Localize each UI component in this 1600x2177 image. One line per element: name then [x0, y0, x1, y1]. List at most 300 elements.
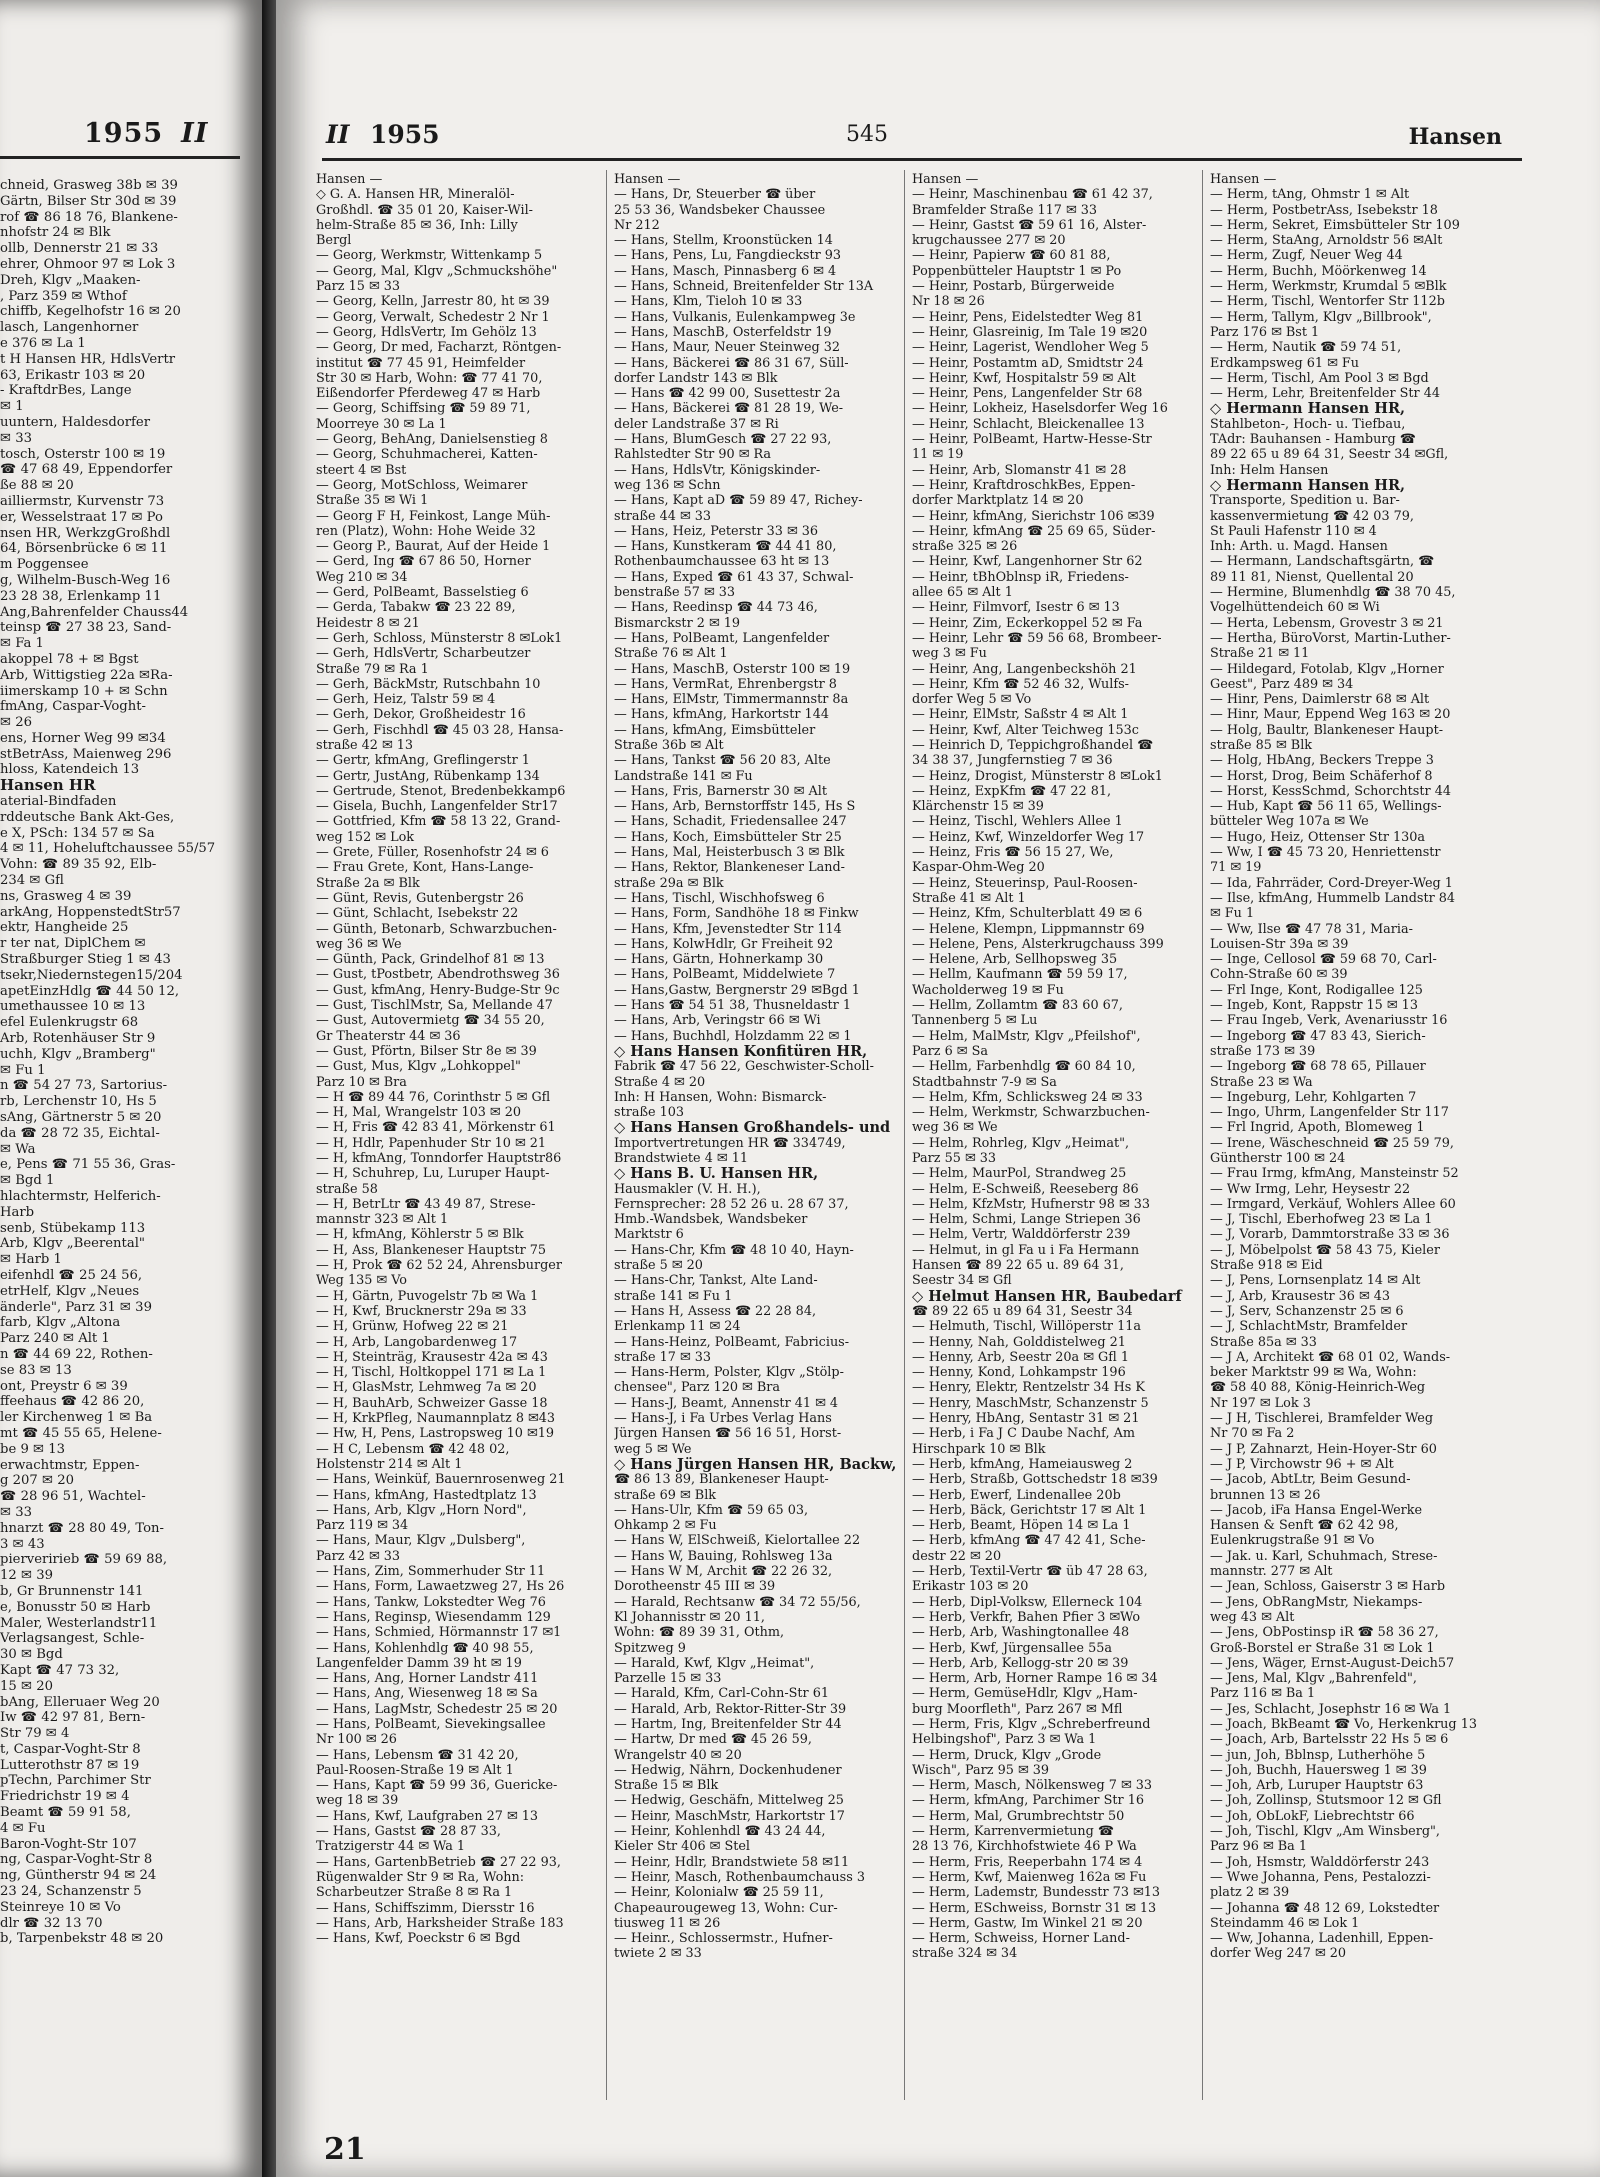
header-rule: [322, 158, 1522, 161]
directory-entry-line: — Hans, kfmAng, Eimsbütteler: [614, 722, 816, 738]
directory-entry-line: — Hans, Vulkanis, Eulenkampweg 3e: [614, 309, 856, 325]
directory-entry-line: , Parz 359 ✉ Wthof: [0, 288, 127, 304]
directory-entry-line: — H ☎ 89 44 76, Corinthstr 5 ✉ Gfl: [316, 1089, 551, 1105]
directory-entry-line: erwachtmstr, Eppen-: [0, 1457, 140, 1473]
directory-entry-line: — Heinz, Kfm, Schulterblatt 49 ✉ 6: [912, 906, 1143, 922]
directory-entry-line: — Helm, MaurPol, Strandweg 25: [912, 1166, 1127, 1182]
directory-entry-line: Paul-Roosen-Straße 19 ✉ Alt 1: [316, 1762, 514, 1778]
directory-entry-line: — Herm, Kwf, Maienweg 162a ✉ Fu: [912, 1869, 1147, 1885]
directory-entry-line: — Heinr, Zim, Eckerkoppel 52 ✉ Fa: [912, 615, 1143, 631]
directory-entry-line: — Henry, Elektr, Rentzelstr 34 Hs K: [912, 1380, 1145, 1396]
directory-entry-line: — Hans, Stellm, Kroonstücken 14: [614, 233, 833, 249]
directory-entry-line: — Irene, Wäscheschneid ☎ 25 59 79,: [1210, 1135, 1454, 1151]
directory-entry-line: ng, Caspar-Voght-Str 8: [0, 1852, 153, 1868]
directory-entry-line: ◇ Helmut Hansen HR, Baubedarf: [912, 1288, 1182, 1304]
directory-entry-line: — Grete, Füller, Rosenhofstr 24 ✉ 6: [316, 845, 549, 861]
directory-entry-line: — jun, Joh, Bblnsp, Lutherhöhe 5: [1210, 1747, 1426, 1763]
directory-entry-line: — H, Fris ☎ 42 83 41, Mörkenstr 61: [316, 1120, 556, 1136]
directory-entry-line: ◇ G. A. Hansen HR, Mineralöl-: [316, 187, 515, 203]
directory-entry-line: Importvertretungen HR ☎ 334749,: [614, 1135, 846, 1151]
directory-entry-line: — Heinr, Masch, Rothenbaumchauss 3: [614, 1869, 865, 1885]
directory-entry-line: Louisen-Str 39a ✉ 39: [1210, 936, 1349, 952]
directory-entry-line: — Gerh, HdlsVertr, Scharbeutzer: [316, 646, 531, 662]
directory-entry-line: Wohn: ☎ 89 39 31, Othm,: [614, 1625, 785, 1641]
directory-entry-line: — Horst, KessSchmd, Schorchtstr 44: [1210, 783, 1451, 799]
directory-entry-line: kassenvermietung ☎ 42 03 79,: [1210, 508, 1415, 524]
directory-entry-line: — Herm, Nautik ☎ 59 74 51,: [1210, 340, 1402, 356]
directory-entry-line: mt ☎ 45 55 65, Helene-: [0, 1425, 162, 1441]
directory-entry-line: — Helm, Kfm, Schlicksweg 24 ✉ 33: [912, 1089, 1143, 1105]
directory-entry-line: — Hans, Reginsp, Wiesendamm 129: [316, 1609, 551, 1625]
directory-entry-line: — Joh, Arb, Luruper Hauptstr 63: [1210, 1778, 1424, 1794]
directory-entry-line: — Hans, Schadit, Friedensallee 247: [614, 814, 847, 830]
directory-entry-line: — Hans W M, Archit ☎ 22 26 32,: [614, 1564, 833, 1580]
directory-entry-line: — Heinz, Drogist, Münsterstr 8 ✉Lok1: [912, 768, 1163, 784]
directory-entry-line: — Herm, StaAng, Arnoldstr 56 ✉Alt: [1210, 233, 1443, 249]
directory-entry-line: — Joh, Buchh, Hauersweg 1 ✉ 39: [1210, 1762, 1427, 1778]
directory-entry-line: — Herb, kfmAng ☎ 47 42 41, Sche-: [912, 1533, 1146, 1549]
directory-entry-line: weg 3 ✉ Fu: [912, 646, 987, 662]
previous-page-header: [84, 118, 208, 149]
directory-entry-line: weg 36 ✉ We: [912, 1120, 998, 1136]
directory-entry-line: - KraftdrBes, Lange: [0, 383, 132, 399]
directory-entry-line: — Joach, BkBeamt ☎ Vo, Herkenkrug 13: [1210, 1716, 1477, 1732]
directory-entry-line: — H, BetrLtr ☎ 43 49 87, Strese-: [316, 1196, 536, 1212]
directory-entry-line: Arb, Klgv „Beerental": [0, 1236, 145, 1252]
directory-entry-line: Nr 100 ✉ 26: [316, 1732, 397, 1748]
directory-entry-line: straße 103: [614, 1105, 685, 1121]
directory-entry-line: benstraße 57 ✉ 33: [614, 585, 736, 601]
directory-entry-line: — Hans, Gärtn, Hohnerkamp 30: [614, 952, 824, 968]
directory-entry-line: — Hub, Kapt ☎ 56 11 65, Wellings-: [1210, 799, 1442, 815]
directory-entry-line: Fabrik ☎ 47 56 22, Geschwister-Scholl-: [614, 1059, 874, 1075]
directory-entry-line: Landstraße 141 ✉ Fu: [614, 768, 753, 784]
directory-entry-line: — Gerd, PolBeamt, Basselstieg 6: [316, 585, 529, 601]
directory-entry-line: — Georg, Schuhmacherei, Katten-: [316, 447, 538, 463]
directory-entry-line: — J P, Zahnarzt, Hein-Hoyer-Str 60: [1210, 1441, 1437, 1457]
directory-entry-line: — Hans, KolwHdlr, Gr Freiheit 92: [614, 936, 834, 952]
directory-entry-line: — Hans, Weinküf, Bauernrosenweg 21: [316, 1472, 566, 1488]
directory-entry-line: straße 325 ✉ 26: [912, 539, 1018, 555]
directory-entry-line: e, Pens ☎ 71 55 36, Gras-: [0, 1157, 176, 1173]
directory-entry-line: — J A, Architekt ☎ 68 01 02, Wands-: [1210, 1349, 1451, 1365]
directory-entry-line: — Frau Grete, Kont, Hans-Lange-: [316, 860, 534, 876]
directory-page: [276, 0, 1600, 2177]
directory-entry-line: — Hans, Bäckerei ☎ 81 28 19, We-: [614, 401, 844, 417]
directory-entry-line: — Hans,Gastw, Bergnerstr 29 ✉Bgd 1: [614, 982, 860, 998]
directory-entry-line: — Herta, Lebensm, Grovestr 3 ✉ 21: [1210, 615, 1444, 631]
directory-entry-line: — Georg F H, Feinkost, Lange Müh-: [316, 508, 551, 524]
directory-entry-line: — H, kfmAng, Köhlerstr 5 ✉ Blk: [316, 1227, 524, 1243]
directory-entry-line: — Joach, Arb, Bartelsstr 22 Hs 5 ✉ 6: [1210, 1732, 1449, 1748]
directory-entry-line: brunnen 13 ✉ 26: [1210, 1487, 1321, 1503]
directory-entry-line: ☎ 28 96 51, Wachtel-: [0, 1489, 146, 1505]
directory-entry-line: Nr 197 ✉ Lok 3: [1210, 1395, 1311, 1411]
directory-entry-line: — H, GlasMstr, Lehmweg 7a ✉ 20: [316, 1380, 537, 1396]
directory-entry-line: Scharbeutzer Straße 8 ✉ Ra 1: [316, 1885, 513, 1901]
directory-entry-line: — Heinr, Pens, Langenfelder Str 68: [912, 386, 1143, 402]
directory-entry-line: teinsp ☎ 27 38 23, Sand-: [0, 620, 172, 636]
directory-entry-line: — Heinr, Kwf, Langenhorner Str 62: [912, 554, 1143, 570]
directory-entry-line: — Heinrich D, Teppichgroßhandel ☎: [912, 737, 1154, 753]
directory-entry-line: Inh: H Hansen, Wohn: Bismarck-: [614, 1089, 827, 1105]
directory-entry-line: Geest", Parz 489 ✉ 34: [1210, 676, 1354, 692]
directory-entry-line: — Jacob, AbtLtr, Beim Gesund-: [1210, 1472, 1411, 1488]
directory-entry-line: Wrangelstr 40 ✉ 20: [614, 1747, 742, 1763]
directory-entry-line: Harb: [0, 1204, 35, 1220]
directory-entry-line: — H, Prok ☎ 62 52 24, Ahrensburger: [316, 1258, 562, 1274]
directory-entry-line: straße 85 ✉ Blk: [1210, 737, 1313, 753]
directory-entry-line: weg 36 ✉ We: [316, 936, 402, 952]
directory-entry-line: krugchaussee 277 ✉ 20: [912, 233, 1066, 249]
directory-entry-line: — Helmut, in gl Fa u i Fa Hermann: [912, 1242, 1140, 1258]
directory-entry-line: — Herb, Beamt, Höpen 14 ✉ La 1: [912, 1518, 1131, 1534]
directory-entry-line: institut ☎ 77 45 91, Heimfelder: [316, 355, 526, 371]
directory-entry-line: allee 65 ✉ Alt 1: [912, 585, 1013, 601]
directory-entry-line: — Herb, Arb, Washingtonallee 48: [912, 1625, 1130, 1641]
directory-entry-line: — Hans, Kapt aD ☎ 59 89 47, Richey-: [614, 493, 863, 509]
directory-entry-line: Straße 36b ✉ Alt: [614, 737, 724, 753]
directory-entry-line: ehrer, Ohmoor 97 ✉ Lok 3: [0, 256, 176, 272]
directory-entry-line: — Hans-Ulr, Kfm ☎ 59 65 03,: [614, 1502, 809, 1518]
directory-entry-line: ◇ Hans Jürgen Hansen HR, Backw,: [614, 1456, 896, 1473]
page-header: [276, 120, 1600, 160]
directory-entry-line: Eißendorfer Pferdeweg 47 ✉ Harb: [316, 386, 541, 402]
directory-entry-line: Parzelle 15 ✉ 33: [614, 1671, 722, 1687]
directory-entry-line: — Günth, Pack, Grindelhof 81 ✉ 13: [316, 952, 545, 968]
directory-entry-line: — H, KrkPfleg, Naumannplatz 8 ✉43: [316, 1411, 556, 1427]
directory-entry-line: änderle", Parz 31 ✉ 39: [0, 1299, 152, 1315]
directory-entry-line: — Hans, Kwf, Poeckstr 6 ✉ Bgd: [316, 1931, 521, 1947]
directory-entry-line: Straße 79 ✉ Ra 1: [316, 661, 429, 677]
directory-entry-line: — H, Steinträg, Krausestr 42a ✉ 43: [316, 1349, 548, 1365]
directory-entry-line: — Heinr, kfmAng ☎ 25 69 65, Süder-: [912, 523, 1156, 539]
directory-entry-line: — Heinr, Lehr ☎ 59 56 68, Brombeer-: [912, 630, 1162, 646]
directory-entry-line: — Jacob, iFa Hansa Engel-Werke: [1210, 1502, 1423, 1518]
directory-entry-line: Gr Theaterstr 44 ✉ 36: [316, 1028, 461, 1044]
directory-entry-line: — Gerh, Fischhdl ☎ 45 03 28, Hansa-: [316, 722, 564, 738]
directory-entry-line: — Hans, Kunstkeram ☎ 44 41 80,: [614, 539, 837, 555]
directory-entry-line: se 83 ✉ 13: [0, 1362, 72, 1378]
directory-entry-line: straße 44 ✉ 33: [614, 508, 712, 524]
directory-entry-line: — Herm, Zugf, Neuer Weg 44: [1210, 248, 1403, 264]
directory-entry-line: Straße 76 ✉ Alt 1: [614, 646, 728, 662]
directory-entry-line: ☎ 89 22 65 u 89 64 31, Seestr 34: [912, 1303, 1133, 1319]
directory-entry-line: — J, Vorarb, Dammtorstraße 33 ✉ 36: [1210, 1227, 1450, 1243]
directory-entry-line: — Harald, Rechtsanw ☎ 34 72 55/56,: [614, 1594, 861, 1610]
page-volume: II: [326, 120, 350, 149]
directory-entry-line: iimerskamp 10 + ✉ Schn: [0, 683, 168, 699]
directory-entry-line: — Hw, H, Pens, Lastropsweg 10 ✉19: [316, 1426, 555, 1442]
directory-entry-line: — Herm, Sekret, Eimsbütteler Str 109: [1210, 217, 1460, 233]
directory-entry-line: fmAng, Caspar-Voght-: [0, 699, 146, 715]
directory-entry-line: hlachtermstr, Helferich-: [0, 1189, 161, 1204]
directory-entry-line: — Herm, Fris, Reeperbahn 174 ✉ 4: [912, 1854, 1143, 1870]
directory-entry-line: Hansen —: [1210, 172, 1277, 187]
directory-entry-line: — Herb, Verkfr, Bahen Pfier 3 ✉Wo: [912, 1609, 1141, 1625]
directory-entry-line: straße 58: [316, 1181, 378, 1197]
directory-entry-line: g, Wilhelm-Busch-Weg 16: [0, 572, 171, 588]
directory-entry-line: helm-Straße 85 ✉ 36, Inh: Lilly: [316, 217, 518, 233]
directory-entry-line: — J P, Virchowstr 96 + ✉ Alt: [1210, 1456, 1394, 1472]
directory-entry-line: Langenfelder Damm 39 ht ✉ 19: [316, 1655, 522, 1671]
directory-entry-line: ✉ Harb 1: [0, 1252, 62, 1268]
directory-entry-line: bütteler Weg 107a ✉ We: [1210, 814, 1369, 830]
directory-entry-line: — Hans, Kfm, Jevenstedter Str 114: [614, 921, 842, 937]
directory-entry-line: — Gertr, JustAng, Rübenkamp 134: [316, 768, 540, 784]
directory-entry-line: — Heinr, Kohlenhdl ☎ 43 24 44,: [614, 1824, 826, 1840]
directory-entry-line: nsen HR, WerkzgGroßhdl: [0, 525, 171, 541]
directory-entry-line: efel Eulenkrugstr 68: [0, 1015, 139, 1031]
directory-entry-line: Straße 15 ✉ Blk: [614, 1778, 719, 1794]
directory-entry-line: — Herm, Karrenvermietung ☎: [912, 1824, 1114, 1840]
directory-entry-line: Seestr 34 ✉ Gfl: [912, 1273, 1012, 1289]
directory-entry-line: — Hans, Fris, Barnerstr 30 ✉ Alt: [614, 783, 827, 799]
directory-entry-line: ens, Horner Weg 99 ✉34: [0, 730, 166, 746]
directory-entry-line: e, Bonusstr 50 ✉ Harb: [0, 1599, 151, 1615]
directory-entry-line: — Hans, Buchhdl, Holzdamm 22 ✉ 1: [614, 1028, 852, 1044]
directory-entry-line: — Ingeborg ☎ 47 83 43, Sierich-: [1210, 1028, 1426, 1044]
directory-entry-line: Rahlstedter Str 90 ✉ Ra: [614, 447, 772, 463]
directory-entry-line: Parz 240 ✉ Alt 1: [0, 1331, 110, 1347]
directory-entry-line: ☎ 58 40 88, König-Heinrich-Weg: [1210, 1380, 1426, 1396]
directory-entry-line: Hausmakler (V. H. H.),: [614, 1181, 761, 1197]
directory-entry-line: weg 136 ✉ Schn: [614, 477, 721, 493]
directory-entry-line: straße 324 ✉ 34: [912, 1946, 1018, 1962]
directory-entry-line: Weg 210 ✉ 34: [316, 569, 408, 585]
directory-entry-line: dorfer Marktplatz 14 ✉ 20: [912, 493, 1084, 509]
directory-entry-line: TAdr: Bauhansen - Hamburg ☎: [1210, 432, 1416, 448]
directory-entry-line: — Gertr, kfmAng, Greflingerstr 1: [316, 753, 530, 769]
directory-entry-line: — Hans, ElMstr, Timmermannstr 8a: [614, 692, 849, 708]
directory-entry-line: ✉ Bgd 1: [0, 1173, 55, 1189]
directory-entry-line: — Hans, Arb, Bernstorffstr 145, Hs S: [614, 799, 856, 815]
directory-entry-line: Ohkamp 2 ✉ Fu: [614, 1518, 717, 1534]
directory-entry-line: weg 43 ✉ Alt: [1210, 1609, 1295, 1625]
directory-column-4: [1210, 172, 1492, 1962]
directory-entry-line: — Herm, Schweiss, Horner Land-: [912, 1931, 1130, 1947]
directory-entry-line: — Herm, Gastw, Im Winkel 21 ✉ 20: [912, 1915, 1143, 1931]
directory-entry-line: Iw ☎ 42 97 81, Bern-: [0, 1710, 146, 1726]
directory-entry-line: — Georg, MotSchloss, Weimarer: [316, 477, 528, 493]
directory-entry-line: aterial-Bindfaden: [0, 794, 117, 810]
directory-entry-line: Tannenberg 5 ✉ Lu: [912, 1013, 1038, 1029]
directory-entry-line: — Johanna ☎ 48 12 69, Lokstedter: [1210, 1900, 1440, 1916]
directory-entry-line: — Heinr, Lokheiz, Haselsdorfer Weg 16: [912, 401, 1168, 417]
directory-entry-line: apetEinzHdlg ☎ 44 50 12,: [0, 983, 180, 999]
directory-entry-line: Hansen —: [912, 172, 979, 187]
directory-entry-line: chneid, Grasweg 38b ✉ 39: [0, 178, 178, 193]
directory-entry-line: 34 38 37, Jungfernstieg 7 ✉ 36: [912, 753, 1113, 769]
directory-entry-line: Straßburger Stieg 1 ✉ 43: [0, 952, 171, 968]
directory-entry-line: stBetrAss, Maienweg 296: [0, 746, 172, 762]
directory-entry-line: Dorotheenstr 45 III ✉ 39: [614, 1579, 776, 1595]
directory-entry-line: — Herm, Buchh, Möörkenweg 14: [1210, 263, 1427, 279]
directory-entry-line: — Heinr, KraftdroschkBes, Eppen-: [912, 477, 1136, 493]
directory-entry-line: — Ww, Ilse ☎ 47 78 31, Maria-: [1210, 921, 1413, 937]
directory-entry-line: Vogelhüttendeich 60 ✉ Wi: [1210, 600, 1380, 616]
directory-entry-line: — Hellm, Kaufmann ☎ 59 59 17,: [912, 967, 1128, 983]
directory-entry-line: Kieler Str 406 ✉ Stel: [614, 1839, 751, 1855]
directory-entry-line: Parz 42 ✉ 33: [316, 1548, 401, 1564]
directory-entry-line: — Helene, Arb, Sellhopsweg 35: [912, 952, 1118, 968]
directory-entry-line: ße 88 ✉ 20: [0, 478, 74, 494]
directory-entry-line: Transporte, Spedition u. Bar-: [1210, 493, 1400, 509]
directory-entry-line: — Heinr, Filmvorf, Isestr 6 ✉ 13: [912, 600, 1120, 616]
directory-entry-line: Brandstwiete 4 ✉ 11: [614, 1151, 748, 1166]
directory-entry-line: — Hildegard, Fotolab, Klgv „Horner: [1210, 661, 1444, 677]
directory-entry-line: — Hans-Chr, Tankst, Alte Land-: [614, 1273, 818, 1289]
directory-entry-line: ✉ 33: [0, 1504, 33, 1520]
directory-entry-line: — Hans, Arb, Harksheider Straße 183: [316, 1915, 564, 1931]
directory-entry-line: Moorreye 30 ✉ La 1: [316, 416, 447, 432]
directory-entry-line: — H, Ass, Blankeneser Hauptstr 75: [316, 1242, 547, 1258]
directory-entry-line: pTechn, Parchimer Str: [0, 1773, 151, 1789]
directory-entry-line: — Hans, Masch, Pinnasberg 6 ✉ 4: [614, 263, 837, 279]
directory-entry-line: — Gottfried, Kfm ☎ 58 13 22, Grand-: [316, 814, 561, 830]
directory-entry-line: ✉ Fu 1: [0, 1062, 46, 1078]
directory-entry-line: — Günth, Betonarb, Schwarzbuchen-: [316, 921, 557, 937]
directory-entry-line: — Hans, MaschB, Osterstr 100 ✉ 19: [614, 661, 851, 677]
directory-entry-line: da ☎ 28 72 35, Eichtal-: [0, 1125, 160, 1141]
directory-entry-line: — Hans, Zim, Sommerhuder Str 11: [316, 1564, 546, 1580]
directory-entry-line: — Heinr, kfmAng, Sierichstr 106 ✉39: [912, 508, 1155, 524]
directory-entry-line: Klärchenstr 15 ✉ 39: [912, 799, 1044, 815]
directory-entry-line: tosch, Osterstr 100 ✉ 19: [0, 446, 166, 462]
directory-entry-line: — Gerh, Heiz, Talstr 59 ✉ 4: [316, 692, 496, 708]
directory-entry-line: — Heinr, Schlacht, Bleickenallee 13: [912, 416, 1145, 432]
directory-entry-line: — Heinr, Postamtm aD, Smidtstr 24: [912, 355, 1144, 371]
directory-entry-line: — Ww, I ☎ 45 73 20, Henriettenstr: [1210, 845, 1441, 861]
directory-entry-line: — Hugo, Heiz, Ottenser Str 130a: [1210, 829, 1426, 845]
directory-entry-line: — Wwe Johanna, Pens, Pestalozzi-: [1210, 1869, 1431, 1885]
directory-entry-line: Marktstr 6: [614, 1227, 684, 1243]
directory-entry-line: — Jean, Schloss, Gaiserstr 3 ✉ Harb: [1210, 1579, 1446, 1595]
directory-entry-line: — Herm, ESchweiss, Bornstr 31 ✉ 13: [912, 1900, 1157, 1916]
directory-entry-line: — Henny, Arb, Seestr 20a ✉ Gfl 1: [912, 1349, 1129, 1365]
directory-entry-line: — Hedwig, Nährn, Dockenhudener: [614, 1762, 842, 1778]
directory-entry-line: — Hans, BlumGesch ☎ 27 22 93,: [614, 432, 832, 448]
directory-entry-line: m Poggensee: [0, 557, 89, 573]
directory-entry-line: — H, Mal, Wrangelstr 103 ✉ 20: [316, 1105, 522, 1121]
directory-entry-line: — Jens, ObPostinsp iR ☎ 58 36 27,: [1210, 1625, 1439, 1641]
directory-entry-line: — Herm, Tallym, Klgv „Billbrook",: [1210, 309, 1432, 325]
directory-entry-line: nhofstr 24 ✉ Blk: [0, 225, 111, 241]
directory-entry-line: — Hans, kfmAng, Hastedtplatz 13: [316, 1487, 537, 1503]
directory-entry-line: n ☎ 54 27 73, Sartorius-: [0, 1078, 168, 1094]
directory-entry-line: — Heinz, Tischl, Wehlers Allee 1: [912, 814, 1123, 830]
directory-entry-line: — Herm, Tischl, Wentorfer Str 112b: [1210, 294, 1445, 310]
directory-entry-line: — Georg, Verwalt, Schedestr 2 Nr 1: [316, 309, 550, 325]
directory-entry-line: Erikastr 103 ✉ 20: [912, 1579, 1029, 1595]
directory-entry-line: akoppel 78 + ✉ Bgst: [0, 651, 139, 667]
directory-entry-line: ollb, Dennerstr 21 ✉ 33: [0, 241, 159, 257]
printer-signature: 21: [324, 2132, 366, 2167]
directory-entry-line: twiete 2 ✉ 33: [614, 1946, 702, 1962]
directory-entry-line: Chapeaurougeweg 13, Wohn: Cur-: [614, 1900, 838, 1916]
directory-entry-line: ren (Platz), Wohn: Hohe Weide 32: [316, 523, 536, 539]
directory-entry-line: — Georg, Werkmstr, Wittenkamp 5: [316, 248, 543, 264]
directory-entry-line: uuntern, Haldesdorfer: [0, 414, 151, 430]
directory-entry-line: Hansen —: [614, 172, 681, 187]
directory-entry-line: Verlagsangest, Schle-: [0, 1631, 145, 1647]
directory-entry-line: ler Kirchenweg 1 ✉ Ba: [0, 1410, 153, 1426]
directory-entry-line: — Herm, Druck, Klgv „Grode: [912, 1747, 1102, 1763]
directory-entry-line: ◇ Hans Hansen Konfitüren HR,: [614, 1043, 868, 1060]
directory-entry-line: — Joh, Hsmstr, Walddörferstr 243: [1210, 1854, 1430, 1870]
directory-entry-line: — Hans, Bäckerei ☎ 86 31 67, Süll-: [614, 355, 849, 371]
directory-entry-line: — Ilse, kfmAng, Hummelb Landstr 84: [1210, 890, 1456, 906]
directory-entry-line: r ter nat, DiplChem ✉: [0, 936, 146, 952]
directory-entry-line: Straße 23 ✉ Wa: [1210, 1074, 1313, 1090]
directory-entry-line: — H, Tischl, Holtkoppel 171 ✉ La 1: [316, 1365, 547, 1381]
directory-entry-line: Stadtbahnstr 7-9 ✉ Sa: [912, 1074, 1057, 1090]
directory-entry-line: — Jens, Mal, Klgv „Bahrenfeld",: [1210, 1671, 1417, 1687]
directory-entry-line: — Frl Inge, Kont, Rodigallee 125: [1210, 982, 1423, 998]
directory-entry-line: — Hans, Mal, Heisterbusch 3 ✉ Blk: [614, 845, 845, 861]
directory-entry-line: etrHelf, Klgv „Neues: [0, 1283, 140, 1299]
directory-entry-line: be 9 ✉ 13: [0, 1441, 66, 1457]
directory-entry-line: Hansen —: [316, 172, 383, 187]
directory-entry-line: St Pauli Hafenstr 110 ✉ 4: [1210, 523, 1377, 539]
directory-entry-line: — Hans, Kapt ☎ 59 99 36, Guericke-: [316, 1778, 558, 1794]
directory-entry-line: Cohn-Straße 60 ✉ 39: [1210, 967, 1348, 983]
directory-entry-line: Groß-Borstel er Straße 31 ✉ Lok 1: [1210, 1640, 1435, 1656]
directory-entry-line: er, Wesselstraat 17 ✉ Po: [0, 509, 163, 525]
directory-entry-line: — Joh, Zollinsp, Stutsmoor 12 ✉ Gfl: [1210, 1793, 1442, 1809]
directory-entry-line: — Hans, LagMstr, Schedestr 25 ✉ 20: [316, 1701, 558, 1717]
directory-entry-line: — Helene, Klempn, Lippmannstr 69: [912, 921, 1145, 937]
directory-entry-line: — Hermine, Blumenhdlg ☎ 38 70 45,: [1210, 585, 1456, 601]
directory-entry-line: — Harald, Kfm, Carl-Cohn-Str 61: [614, 1686, 830, 1702]
directory-entry-line: — Frau Irmg, kfmAng, Mansteinstr 52: [1210, 1166, 1459, 1182]
directory-entry-line: straße 29a ✉ Blk: [614, 875, 724, 891]
directory-entry-line: n ☎ 44 69 22, Rothen-: [0, 1346, 153, 1362]
directory-entry-line: Rügenwalder Str 9 ✉ Ra, Wohn:: [316, 1869, 525, 1885]
directory-entry-line: — Gust, kfmAng, Henry-Budge-Str 9c: [316, 982, 560, 998]
directory-entry-line: — Herb, kfmAng, Hameiausweg 2: [912, 1456, 1133, 1472]
directory-entry-line: 89 11 81, Nienst, Quellental 20: [1210, 569, 1414, 585]
directory-entry-line: Hansen & Senft ☎ 62 42 98,: [1210, 1518, 1399, 1534]
directory-entry-line: — Hans ☎ 54 51 38, Thusneldastr 1: [614, 998, 852, 1014]
running-head: Hansen: [1408, 124, 1502, 150]
column-divider: [904, 170, 905, 2100]
directory-entry-line: — Ingo, Uhrm, Langenfelder Str 117: [1210, 1105, 1449, 1121]
directory-entry-line: — Helm, MalMstr, Klgv „Pfeilshof",: [912, 1028, 1141, 1044]
directory-entry-line: — Herm, Lademstr, Bundesstr 73 ✉13: [912, 1885, 1161, 1901]
directory-entry-line: — Hans, Klm, Tieloh 10 ✉ 33: [614, 294, 803, 310]
directory-entry-line: — Hinr, Pens, Daimlerstr 68 ✉ Alt: [1210, 692, 1430, 708]
directory-entry-line: mannstr 323 ✉ Alt 1: [316, 1212, 449, 1228]
directory-entry-line: bAng, Elleruaer Weg 20: [0, 1694, 160, 1710]
directory-entry-line: 23 24, Schanzenstr 5: [0, 1884, 142, 1900]
directory-entry-line: straße 141 ✉ Fu 1: [614, 1288, 733, 1304]
directory-entry-line: — Herm, Mal, Grumbrechtstr 50: [912, 1808, 1125, 1824]
directory-entry-line: ◇ Hans Hansen Großhandels- und: [614, 1120, 891, 1136]
directory-entry-line: — Hans-J, i Fa Urbes Verlag Hans: [614, 1411, 832, 1427]
directory-entry-line: — Herb, Dipl-Volksw, Ellerneck 104: [912, 1594, 1143, 1610]
directory-entry-line: ◇ Hans B. U. Hansen HR,: [614, 1166, 819, 1182]
directory-entry-line: straße 42 ✉ 13: [316, 737, 414, 753]
directory-entry-line: — Herm, GemüseHdlr, Klgv „Ham-: [912, 1686, 1138, 1702]
directory-entry-line: — Hans, Schiffszimm, Diersstr 16: [316, 1900, 535, 1916]
directory-entry-line: ailliermstr, Kurvenstr 73: [0, 493, 165, 509]
directory-entry-line: mannstr. 277 ✉ Alt: [1210, 1564, 1333, 1580]
directory-entry-line: — Hellm, Farbenhdlg ☎ 60 84 10,: [912, 1059, 1136, 1075]
directory-entry-line: — Georg, Dr med, Facharzt, Röntgen-: [316, 340, 562, 356]
directory-entry-line: Baron-Voght-Str 107: [0, 1836, 137, 1852]
directory-entry-line: — Ingeb, Kont, Rappstr 15 ✉ 13: [1210, 998, 1418, 1014]
